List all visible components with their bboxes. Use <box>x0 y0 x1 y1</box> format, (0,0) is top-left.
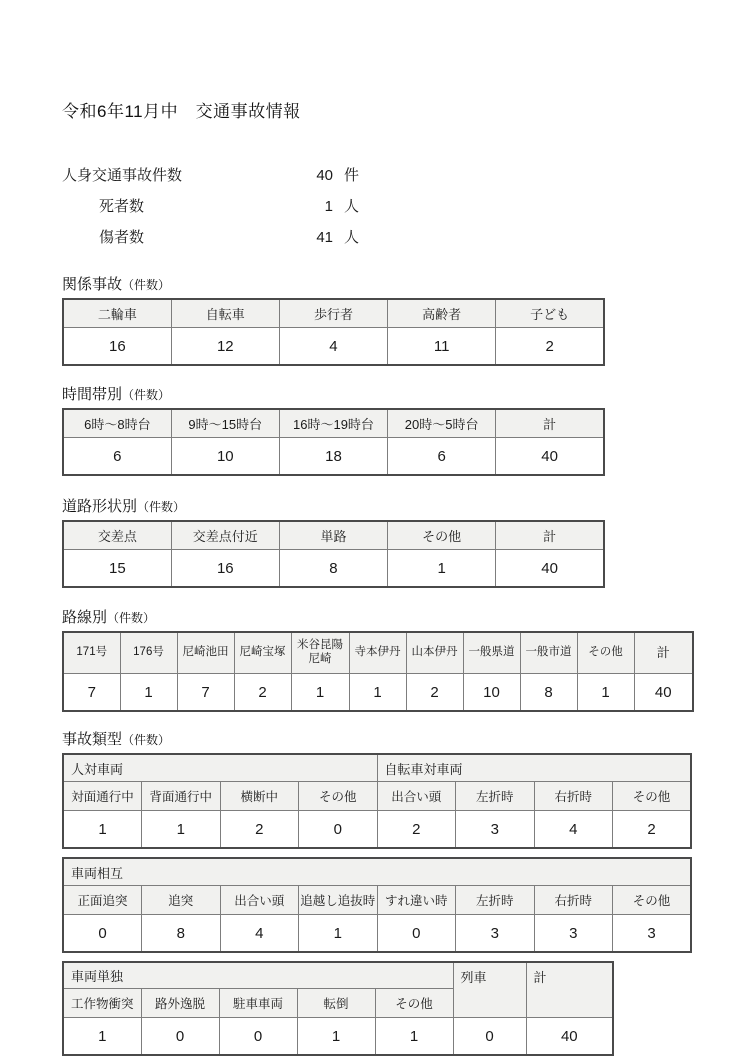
section-title <box>62 495 694 516</box>
section-title <box>62 606 694 627</box>
summary-label: 人身交通事故件数 <box>62 167 183 184</box>
value-cell: 16 <box>63 328 171 366</box>
value-cell: 1 <box>120 674 177 712</box>
col-header: 歩行者 <box>279 299 387 328</box>
value-cell: 3 <box>456 811 535 849</box>
group-header-row <box>63 858 691 886</box>
value-cell: 11 <box>388 328 496 366</box>
summary-row-total <box>62 164 694 195</box>
col-header: 尼崎池田 <box>177 632 234 674</box>
col-header: 右折時 <box>534 886 613 915</box>
value-cell: 3 <box>613 915 692 953</box>
col-header: 出合い頭 <box>220 886 299 915</box>
section-accident-type <box>62 728 694 849</box>
summary-label: 傷者数 <box>99 229 145 246</box>
summary-unit: 人 <box>344 229 360 246</box>
col-header: 左折時 <box>456 886 535 915</box>
page-title: 令和6年11月中 交通事故情報 <box>62 102 301 121</box>
value-cell: 2 <box>406 674 463 712</box>
section-related-accidents <box>62 273 694 366</box>
value-cell: 3 <box>456 915 535 953</box>
value-cell: 16 <box>171 550 279 588</box>
section-vehicle-single <box>62 961 694 1056</box>
summary-value: 41 <box>316 229 333 246</box>
value-cell: 1 <box>388 550 496 588</box>
section-vehicle-vs-vehicle <box>62 857 694 953</box>
group-header: 車両単独 <box>63 962 453 989</box>
col-header: 正面追突 <box>63 886 142 915</box>
total-col-header: 計 <box>496 521 604 550</box>
col-header: 16時～19時台 <box>279 409 387 438</box>
value-cell: 1 <box>142 811 221 849</box>
value-cell: 1 <box>375 1018 453 1056</box>
person-bicycle-table <box>62 753 692 849</box>
col-header: 工作物衝突 <box>63 989 141 1018</box>
col-header: 一般県道 <box>463 632 520 674</box>
col-header: 自転車 <box>171 299 279 328</box>
section-title-text: 事故類型 <box>62 731 123 748</box>
col-header: その他 <box>577 632 634 674</box>
value-cell: 6 <box>63 438 171 476</box>
table-data-row <box>63 438 604 476</box>
value-cell: 10 <box>463 674 520 712</box>
value-cell: 1 <box>63 811 142 849</box>
col-header: 横断中 <box>220 782 299 811</box>
value-cell: 2 <box>220 811 299 849</box>
value-cell: 0 <box>219 1018 297 1056</box>
col-header: 出合い頭 <box>377 782 456 811</box>
value-cell: 10 <box>171 438 279 476</box>
col-header: 転倒 <box>297 989 375 1018</box>
section-title <box>62 383 694 404</box>
table-data-row <box>63 674 693 712</box>
value-cell: 2 <box>496 328 604 366</box>
section-title-suffix: （件数） <box>122 278 171 292</box>
col-header: 交差点 <box>63 521 171 550</box>
value-cell: 0 <box>63 915 142 953</box>
value-cell: 1 <box>297 1018 375 1056</box>
col-header: 米谷昆陽尼崎 <box>291 632 349 674</box>
table-data-row <box>63 811 691 849</box>
group-header-row <box>63 754 691 782</box>
table-data-row <box>63 550 604 588</box>
value-cell: 6 <box>388 438 496 476</box>
value-cell: 1 <box>577 674 634 712</box>
col-header: 駐車車両 <box>219 989 297 1018</box>
col-header: 追越し追抜時 <box>299 886 378 915</box>
col-header: 背面通行中 <box>142 782 221 811</box>
total-value-cell: 40 <box>634 674 693 712</box>
summary-label: 死者数 <box>99 198 145 215</box>
col-header: 9時～15時台 <box>171 409 279 438</box>
total-value-cell: 40 <box>496 438 604 476</box>
col-header: 路外逸脱 <box>141 989 219 1018</box>
col-header: 尼崎宝塚 <box>234 632 291 674</box>
value-cell: 0 <box>299 811 378 849</box>
col-header: 左折時 <box>456 782 535 811</box>
section-title <box>62 273 694 294</box>
col-header: 右折時 <box>534 782 613 811</box>
col-header: その他 <box>299 782 378 811</box>
total-col-header: 計 <box>634 632 693 674</box>
col-header: 寺本伊丹 <box>349 632 406 674</box>
col-header: その他 <box>388 521 496 550</box>
col-header: 176号 <box>120 632 177 674</box>
table-header-row <box>63 632 693 674</box>
total-col-header: 計 <box>496 409 604 438</box>
group-header-row <box>63 962 613 989</box>
table-header-row <box>63 886 691 915</box>
col-header: 20時～5時台 <box>388 409 496 438</box>
col-header: 子ども <box>496 299 604 328</box>
table-data-row <box>63 915 691 953</box>
value-cell: 1 <box>299 915 378 953</box>
summary-block <box>62 164 694 257</box>
value-cell: 2 <box>613 811 692 849</box>
value-cell: 3 <box>534 915 613 953</box>
value-cell: 1 <box>349 674 406 712</box>
time-band-table <box>62 408 605 476</box>
summary-row-deaths <box>62 195 694 226</box>
table-data-row <box>63 328 604 366</box>
value-cell: 1 <box>291 674 349 712</box>
table-header-row <box>63 782 691 811</box>
summary-unit: 件 <box>344 167 360 184</box>
value-cell: 4 <box>220 915 299 953</box>
value-cell: 12 <box>171 328 279 366</box>
col-header: 対面通行中 <box>63 782 142 811</box>
table-header-row <box>63 409 604 438</box>
road-shape-table <box>62 520 605 588</box>
section-title <box>62 728 694 749</box>
col-header: 追突 <box>142 886 221 915</box>
value-cell: 0 <box>141 1018 219 1056</box>
vehicle-vs-vehicle-table <box>62 857 692 953</box>
value-cell: 8 <box>142 915 221 953</box>
col-header: 単路 <box>279 521 387 550</box>
section-title-suffix: （件数） <box>107 611 156 625</box>
summary-value: 40 <box>316 167 333 184</box>
group-header: 車両相互 <box>63 858 691 886</box>
section-title-text: 道路形状別 <box>62 498 138 515</box>
col-header: 6時～8時台 <box>63 409 171 438</box>
table-header-row <box>63 299 604 328</box>
value-cell: 0 <box>377 915 456 953</box>
col-header: すれ違い時 <box>377 886 456 915</box>
table-data-row <box>63 1018 613 1056</box>
value-cell: 2 <box>377 811 456 849</box>
value-cell: 7 <box>63 674 120 712</box>
col-header: 二輪車 <box>63 299 171 328</box>
value-cell: 8 <box>279 550 387 588</box>
group-header: 人対車両 <box>63 754 377 782</box>
summary-value: 1 <box>324 198 333 215</box>
col-header: その他 <box>613 782 692 811</box>
summary-row-injured <box>62 226 694 257</box>
table-header-row <box>63 521 604 550</box>
col-header: 一般市道 <box>520 632 577 674</box>
train-col-header: 列車 <box>453 962 526 1018</box>
section-route <box>62 606 694 712</box>
section-road-shape <box>62 495 694 588</box>
route-table <box>62 631 694 712</box>
value-cell: 1 <box>63 1018 141 1056</box>
vehicle-single-table <box>62 961 614 1056</box>
value-cell: 2 <box>234 674 291 712</box>
section-title-suffix: （件数） <box>122 388 171 402</box>
train-value-cell: 0 <box>453 1018 526 1056</box>
related-accidents-table <box>62 298 605 366</box>
total-col-header: 計 <box>526 962 613 1018</box>
section-time-band <box>62 383 694 476</box>
total-value-cell: 40 <box>526 1018 613 1056</box>
document-page <box>62 0 694 1056</box>
section-title-text: 時間帯別 <box>62 386 123 403</box>
col-header: 交差点付近 <box>171 521 279 550</box>
section-title-suffix: （件数） <box>137 500 186 514</box>
section-title-text: 路線別 <box>62 609 108 626</box>
section-title-suffix: （件数） <box>122 733 171 747</box>
col-header: その他 <box>613 886 692 915</box>
group-header: 自転車対車両 <box>377 754 691 782</box>
value-cell: 4 <box>534 811 613 849</box>
col-header: 山本伊丹 <box>406 632 463 674</box>
col-header: 171号 <box>63 632 120 674</box>
value-cell: 7 <box>177 674 234 712</box>
value-cell: 15 <box>63 550 171 588</box>
col-header: 高齢者 <box>388 299 496 328</box>
value-cell: 18 <box>279 438 387 476</box>
total-value-cell: 40 <box>496 550 604 588</box>
section-title-text: 関係事故 <box>62 276 123 293</box>
value-cell: 4 <box>279 328 387 366</box>
value-cell: 8 <box>520 674 577 712</box>
col-header: その他 <box>375 989 453 1018</box>
summary-unit: 人 <box>344 198 360 215</box>
